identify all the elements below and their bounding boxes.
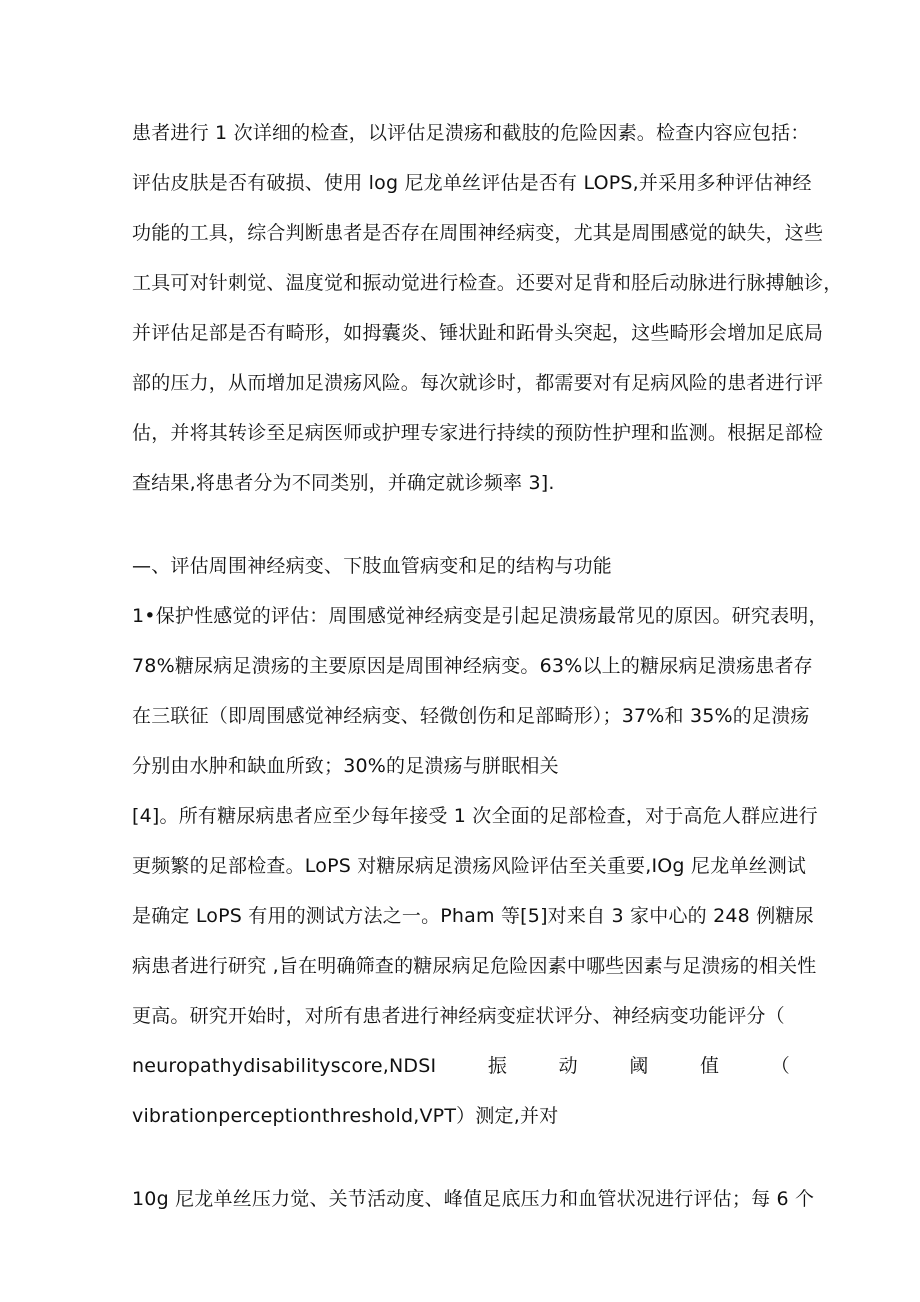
justified-word-2: 振 [487, 1055, 508, 1077]
paragraph-1-line-5: 并评估足部是否有畸形，如拇囊炎、锤状趾和跖骨头突起，这些畸形会增加足底局 [132, 322, 824, 344]
justified-word-3: 动 [558, 1055, 578, 1077]
paragraph-2-line-4: 分别由水肿和缺血所致；30%的足溃疡与胼眠相关 [132, 755, 559, 777]
paragraph-1-line-8: 查结果,将患者分为不同类别，并确定就诊频率 3]. [132, 472, 555, 494]
paragraph-2-line-9: 更高。研究开始时，对所有患者进行神经病变症状评分、神经病变功能评分（ [132, 1005, 785, 1027]
paragraph-3-line-1: 10g 尼龙单丝压力觉、关节活动度、峰值足底压力和血管状况进行评估；每 6 个 [132, 1188, 815, 1210]
paragraph-1-line-2: 评估皮肤是否有破损、使用 log 尼龙单丝评估是否有 LOPS,并采用多种评估神经 [132, 172, 812, 194]
paragraph-2-line-6: 更频繁的足部检查。LoPS 对糖尿病足溃疡风险评估至关重要,IOg 尼龙单丝测试 [132, 855, 807, 877]
paragraph-1-line-4: 工具可对针刺觉、温度觉和振动觉进行检查。还要对足背和胫后动脉进行脉搏触诊， [132, 272, 843, 294]
justified-word-4: 阈 [629, 1055, 649, 1077]
paragraph-2-line-7: 是确定 LoPS 有用的测试方法之一。Pham 等[5]对来自 3 家中心的 248 例糖尿 [132, 905, 814, 927]
paragraph-2-line-5: [4]。所有糖尿病患者应至少每年接受 1 次全面的足部检查，对于高危人群应进行 [132, 805, 818, 827]
paragraph-1-line-6: 部的压力，从而增加足溃疡风险。每次就诊时，都需要对有足病风险的患者进行评 [132, 372, 824, 394]
paragraph-2-line-1: 1•保护性感觉的评估：周围感觉神经病变是引起足溃疡最常见的原因。研究表明， [132, 605, 828, 627]
justified-word-6: （ [770, 1055, 790, 1077]
justified-word-1: neuropathydisabilityscore,NDSI [132, 1055, 437, 1077]
justified-word-5: 值 [700, 1055, 720, 1077]
paragraph-1-line-1: 患者进行 1 次详细的检查，以评估足溃疡和截肢的危险因素。检查内容应包括： [132, 122, 810, 144]
paragraph-2-last-line: vibrationperceptionthreshold,VPT）测定,并对 [132, 1105, 559, 1127]
paragraph-2-line-3: 在三联征（即周围感觉神经病变、轻微创伤和足部畸形）；37%和 35%的足溃疡 [132, 705, 810, 727]
paragraph-1-line-3: 功能的工具，综合判断患者是否存在周围神经病变，尤其是周围感觉的缺失，这些 [132, 222, 824, 244]
section-heading: —、评估周围神经病变、下肢血管病变和足的结构与功能 [132, 555, 613, 577]
paragraph-1-line-7: 估，并将其转诊至足病医师或护理专家进行持续的预防性护理和监测。根据足部检 [132, 422, 824, 444]
paragraph-2-justified-line [132, 1054, 790, 1078]
paragraph-2-line-2: 78%糖尿病足溃疡的主要原因是周围神经病变。63%以上的糖尿病足溃疡患者存 [132, 655, 813, 677]
paragraph-2-line-8: 病患者进行研究 ,旨在明确筛查的糖尿病足危险因素中哪些因素与足溃疡的相关性 [132, 955, 817, 977]
